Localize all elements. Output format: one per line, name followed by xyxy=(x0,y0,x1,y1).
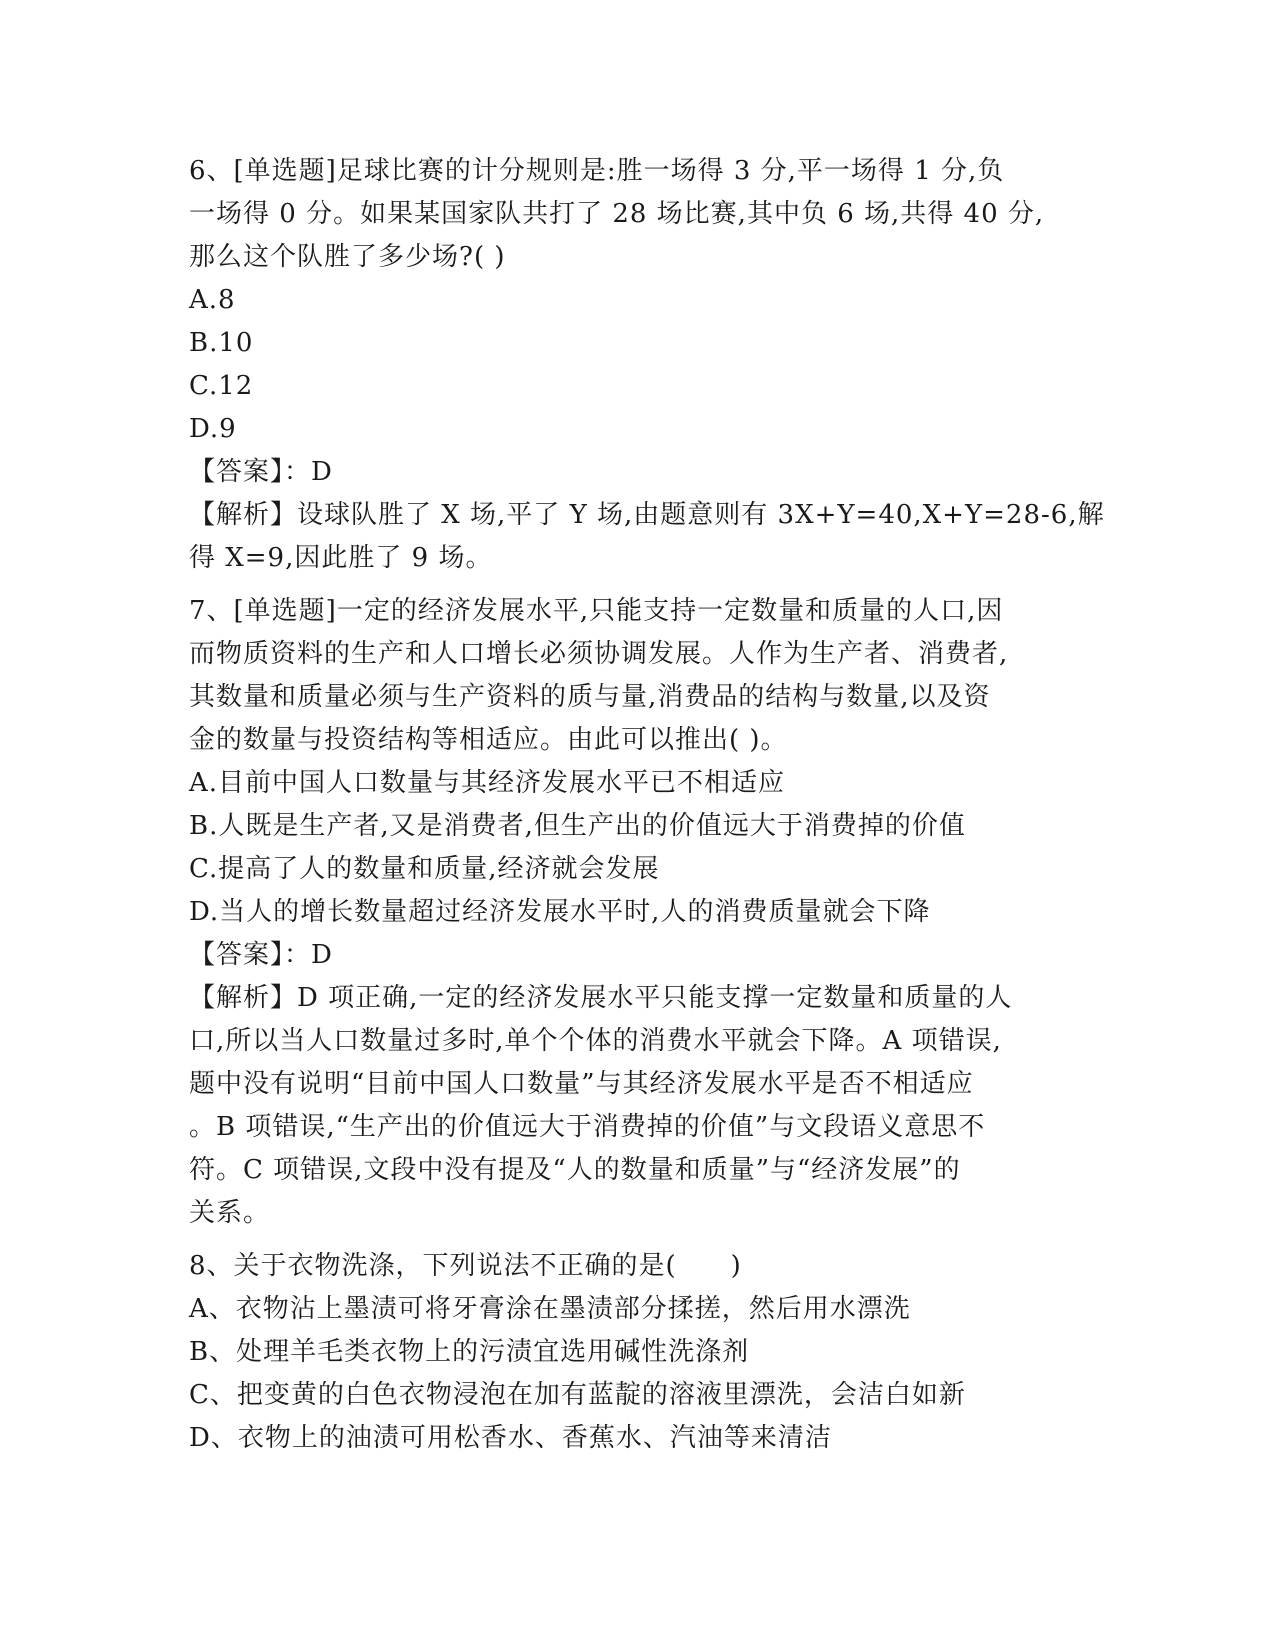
analysis-line: 关系。 xyxy=(189,1198,271,1228)
analysis-line: 【解析】D 项正确,一定的经济发展水平只能支撑一定数量和质量的人 xyxy=(189,983,1013,1013)
question-stem-line: 6、[单选题]足球比赛的计分规则是:胜一场得 3 分,平一场得 1 分,负 xyxy=(189,156,1005,186)
option-a: A、衣物沾上墨渍可将牙膏涂在墨渍部分揉搓，然后用水漂洗 xyxy=(189,1294,911,1324)
option-c: C、把变黄的白色衣物浸泡在加有蓝靛的溶液里漂洗，会洁白如新 xyxy=(189,1380,966,1410)
question-8 xyxy=(189,1245,1089,1460)
option-d: D、衣物上的油渍可用松香水、香蕉水、汽油等来清洁 xyxy=(189,1423,832,1453)
option-c: C.提高了人的数量和质量,经济就会发展 xyxy=(189,854,660,884)
option-b: B.人既是生产者,又是消费者,但生产出的价值远大于消费掉的价值 xyxy=(189,811,966,841)
analysis-line: 【解析】设球队胜了 X 场,平了 Y 场,由题意则有 3X+Y=40,X+Y=28-6,解 xyxy=(189,500,1105,530)
question-stem-line: 7、[单选题]一定的经济发展水平,只能支持一定数量和质量的人口,因 xyxy=(189,596,1004,626)
question-stem-line: 其数量和质量必须与生产资料的质与量,消费品的结构与数量,以及资 xyxy=(189,682,991,712)
option-d: D.9 xyxy=(189,414,237,444)
question-stem-line: 而物质资料的生产和人口增长必须协调发展。人作为生产者、消费者, xyxy=(189,639,1009,669)
option-b: B.10 xyxy=(189,328,254,358)
answer-line: 【答案】：D xyxy=(189,457,333,487)
analysis-line: 得 X=9,因此胜了 9 场。 xyxy=(189,543,493,573)
option-a: A.目前中国人口数量与其经济发展水平已不相适应 xyxy=(189,768,786,798)
question-stem-line: 8、关于衣物洗涤，下列说法不正确的是( ) xyxy=(189,1251,742,1281)
option-a: A.8 xyxy=(189,285,236,315)
question-stem-line: 那么这个队胜了多少场?( ) xyxy=(189,242,506,272)
analysis-line: 口,所以当人口数量过多时,单个个体的消费水平就会下降。A 项错误, xyxy=(189,1026,1002,1056)
question-stem-line: 金的数量与投资结构等相适应。由此可以推出( )。 xyxy=(189,725,788,755)
analysis-line: 。B 项错误,“生产出的价值远大于消费掉的价值”与文段语义意思不 xyxy=(189,1112,986,1142)
question-6 xyxy=(189,150,1105,580)
option-c: C.12 xyxy=(189,371,254,401)
analysis-line: 符。C 项错误,文段中没有提及“人的数量和质量”与“经济发展”的 xyxy=(189,1155,961,1185)
answer-line: 【答案】：D xyxy=(189,940,333,970)
question-7 xyxy=(189,590,1089,1235)
option-d: D.当人的增长数量超过经济发展水平时,人的消费质量就会下降 xyxy=(189,897,931,927)
option-b: B、处理羊毛类衣物上的污渍宜选用碱性洗涤剂 xyxy=(189,1337,750,1367)
analysis-line: 题中没有说明“目前中国人口数量”与其经济发展水平是否不相适应 xyxy=(189,1069,974,1099)
question-stem-line: 一场得 0 分。如果某国家队共打了 28 场比赛,其中负 6 场,共得 40 分, xyxy=(189,199,1045,229)
document-page xyxy=(189,150,1105,1460)
